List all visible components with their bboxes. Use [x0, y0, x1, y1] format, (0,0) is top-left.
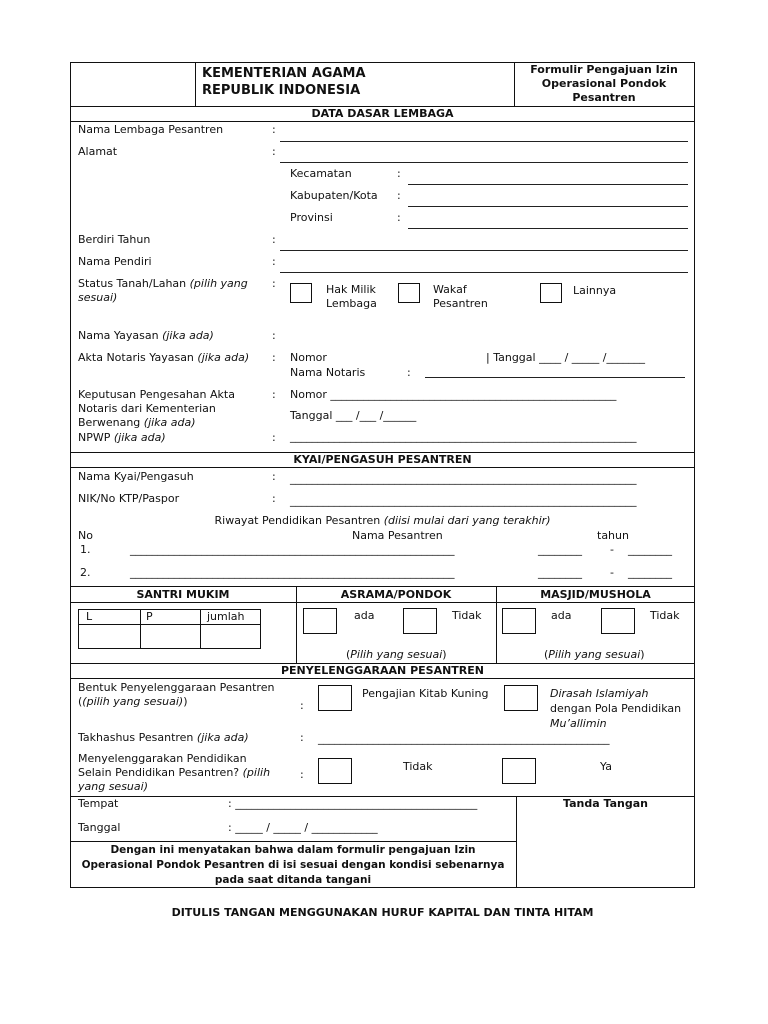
- asrama-ada-checkbox[interactable]: [303, 608, 337, 634]
- form-title: Formulir Pengajuan Izin Operasional Pondok Pesantren: [530, 63, 678, 104]
- label-berdiri-tahun: Berdiri Tahun: [78, 233, 151, 246]
- colon: :: [272, 470, 276, 483]
- checkbox-selain-tidak[interactable]: [318, 758, 352, 784]
- bentuk-label: Bentuk Penyelenggaraan Pesantren: [78, 681, 275, 694]
- ministry-line1: KEMENTERIAN AGAMA: [202, 66, 366, 81]
- nomor-keputusan-field[interactable]: Nomor ____________________________________________________: [290, 388, 617, 401]
- col-no: No: [78, 529, 93, 542]
- label-nama-kyai: Nama Kyai/Pengasuh: [78, 470, 194, 483]
- riwayat-label: Riwayat Pendidikan Pesantren: [214, 514, 381, 527]
- alamat-field[interactable]: [280, 162, 688, 163]
- col-tahun: tahun: [597, 529, 629, 542]
- label-keputusan-pengesahan: [78, 388, 253, 430]
- takhashus-label: Takhashus Pesantren: [78, 731, 194, 744]
- label-kabupaten: Kabupaten/Kota: [290, 189, 378, 202]
- paren-open: (: [346, 648, 351, 661]
- colon: :: [272, 492, 276, 505]
- checkbox-selain-ya[interactable]: [502, 758, 536, 784]
- colon: :: [272, 329, 276, 342]
- paren-close: ): [640, 648, 645, 661]
- divider: [70, 121, 695, 122]
- divider: [70, 841, 516, 842]
- checkbox-lainnya[interactable]: [540, 283, 562, 303]
- nik-field[interactable]: _______________________________________________________________: [290, 494, 637, 507]
- riwayat-2-name-field[interactable]: ___________________________________________________________: [130, 566, 455, 579]
- label-bentuk: [78, 681, 293, 709]
- dirasah-line3: Mu’allimin: [550, 717, 607, 730]
- declaration-statement: Dengan ini menyatakan bahwa dalam formulir pengajuan Izin Operasional Pondok Pesantren di isi sesuai dengan kondisi sebenarnya pada saat ditanda tangani: [81, 844, 505, 886]
- bentuk-note: ((pilih yang sesuai)): [78, 695, 188, 708]
- santri-col-l: L: [86, 610, 93, 623]
- asrama-ada-label: ada: [354, 609, 375, 622]
- label-tanggal: Tanggal: [78, 821, 121, 834]
- npwp-label: NPWP: [78, 431, 111, 444]
- section-title-penyelenggaraan: PENYELENGGARAAN PESANTREN: [280, 664, 484, 677]
- label-nama-pendiri: Nama Pendiri: [78, 255, 152, 268]
- colon: :: [397, 211, 401, 224]
- santri-l-field[interactable]: [79, 625, 139, 648]
- label-status-tanah: [78, 277, 268, 305]
- label-nama-notaris: Nama Notaris: [290, 366, 366, 379]
- masjid-title: MASJID/MUSHOLA: [540, 588, 651, 601]
- checkbox-wakaf[interactable]: [398, 283, 420, 303]
- row-no-2: 2.: [80, 566, 91, 579]
- npwp-field[interactable]: _______________________________________________________________: [290, 430, 637, 443]
- masjid-tidak-checkbox[interactable]: [601, 608, 635, 634]
- status-note: (pilih yang sesuai): [78, 277, 248, 304]
- colon: :: [397, 189, 401, 202]
- yayasan-note: (jika ada): [162, 329, 214, 342]
- option-wakaf: Wakaf Pesantren: [433, 283, 488, 310]
- colon: :: [272, 145, 276, 158]
- option-selain-tidak: Tidak: [403, 760, 433, 773]
- label-provinsi: Provinsi: [290, 211, 333, 224]
- santri-col-p: P: [146, 610, 153, 623]
- header-divider-left: [195, 62, 196, 106]
- option-selain-ya: Ya: [600, 760, 612, 773]
- colon: :: [300, 731, 304, 744]
- signature-area[interactable]: [518, 815, 693, 885]
- divider: [70, 467, 695, 468]
- colon: :: [272, 123, 276, 136]
- dirasah-line2: dengan Pola Pendidikan: [550, 702, 682, 715]
- section-title-kyai: KYAI/PENGASUH PESANTREN: [293, 453, 472, 466]
- checkbox-dirasah[interactable]: [504, 685, 538, 711]
- colon: :: [397, 167, 401, 180]
- riwayat-1-year-start[interactable]: ________: [538, 543, 582, 556]
- akta-note: (jika ada): [197, 351, 250, 364]
- label-nomor-akta: Nomor: [290, 351, 327, 364]
- santri-jumlah-field[interactable]: [201, 625, 260, 648]
- col-nama-pesantren: Nama Pesantren: [352, 529, 443, 542]
- divider: [70, 586, 695, 587]
- asrama-pilih-note: [346, 648, 447, 661]
- label-tempat: Tempat: [78, 797, 119, 810]
- berdiri-tahun-field[interactable]: [280, 250, 688, 251]
- label-takhashus: [78, 731, 249, 744]
- label-npwp: [78, 431, 166, 444]
- riwayat-note: (diisi mulai dari yang terakhir): [383, 514, 551, 527]
- divider: [70, 678, 695, 679]
- colon: :: [272, 351, 276, 364]
- label-nik: NIK/No KTP/Paspor: [78, 492, 180, 505]
- tanggal-akta-field[interactable]: | Tanggal ____ / _____ /_______: [486, 351, 645, 364]
- masjid-ada-label: ada: [551, 609, 572, 622]
- divider: [70, 602, 695, 603]
- masjid-tidak-label: Tidak: [650, 609, 680, 622]
- ministry-name: [202, 65, 366, 99]
- selain-label: Menyelenggarakan Pendidikan Selain Pendidikan Pesantren?: [78, 752, 247, 779]
- colon: :: [272, 233, 276, 246]
- akta-label: Akta Notaris Yayasan: [78, 351, 194, 364]
- tempat-field[interactable]: : ____________________________________________: [228, 797, 478, 810]
- label-akta-notaris: [78, 351, 249, 364]
- colon: :: [407, 366, 411, 379]
- instruction-note: DITULIS TANGAN MENGGUNAKAN HURUF KAPITAL DAN TINTA HITAM: [171, 906, 594, 919]
- checkbox-kitab-kuning[interactable]: [318, 685, 352, 711]
- tanda-tangan-label: Tanda Tangan: [563, 797, 648, 810]
- paren-open: (: [544, 648, 549, 661]
- option-hak-milik: Hak Milik Lembaga: [326, 283, 377, 310]
- option-kitab-kuning: Pengajian Kitab Kuning: [362, 687, 489, 700]
- nama-kyai-field[interactable]: _______________________________________________________________: [290, 472, 637, 485]
- paren-close: ): [442, 648, 447, 661]
- colon: :: [272, 388, 276, 401]
- selain-note: (pilih yang sesuai): [78, 766, 271, 793]
- takhashus-field[interactable]: _____________________________________________________: [318, 732, 610, 745]
- kabupaten-field[interactable]: [408, 206, 688, 207]
- kecamatan-field[interactable]: [408, 184, 688, 185]
- bentuk-note-text: (pilih yang sesuai): [82, 695, 184, 708]
- section-title-basic: DATA DASAR LEMBAGA: [311, 107, 454, 120]
- masjid-pilih-note: [544, 648, 645, 661]
- label-alamat: Alamat: [78, 145, 118, 158]
- takhashus-note: (jika ada): [196, 731, 249, 744]
- nama-pendiri-field[interactable]: [280, 272, 688, 273]
- riwayat-1-name-field[interactable]: ___________________________________________________________: [130, 543, 455, 556]
- label-nama-yayasan: [78, 329, 214, 342]
- colon: :: [300, 768, 304, 781]
- row-no-1: 1.: [80, 543, 91, 556]
- dirasah-line1: Dirasah Islamiyah: [550, 687, 649, 700]
- label-nama-lembaga: Nama Lembaga Pesantren: [78, 123, 224, 136]
- keputusan-note: (jika ada): [143, 416, 196, 429]
- option-lainnya: Lainnya: [573, 284, 617, 297]
- colon: :: [300, 699, 304, 712]
- npwp-note: (jika ada): [113, 431, 166, 444]
- header-divider-right: [514, 62, 515, 106]
- riwayat-2-year-end[interactable]: ________: [628, 566, 672, 579]
- santri-col-jumlah: jumlah: [207, 610, 245, 623]
- dash: -: [610, 566, 614, 579]
- colon: :: [272, 255, 276, 268]
- yayasan-label: Nama Yayasan: [78, 329, 159, 342]
- santri-title: SANTRI MUKIM: [136, 588, 230, 601]
- status-label: Status Tanah/Lahan: [78, 277, 187, 290]
- riwayat-2-year-start[interactable]: ________: [538, 566, 582, 579]
- label-kecamatan: Kecamatan: [290, 167, 352, 180]
- santri-p-field[interactable]: [141, 625, 199, 648]
- asrama-title: ASRAMA/PONDOK: [340, 588, 452, 601]
- asrama-tidak-checkbox[interactable]: [403, 608, 437, 634]
- riwayat-1-year-end[interactable]: ________: [628, 543, 672, 556]
- tanggal-field[interactable]: : _____ / _____ / ____________: [228, 821, 378, 834]
- label-selain-pendidikan: [78, 752, 278, 794]
- option-dirasah: [550, 686, 681, 731]
- riwayat-title: [70, 514, 695, 527]
- tanggal-keputusan-field[interactable]: Tanggal ___ /___ /______: [290, 409, 417, 422]
- colon: :: [272, 277, 276, 290]
- pilih-text: Pilih yang sesuai: [350, 648, 443, 661]
- nama-lembaga-field[interactable]: [280, 141, 688, 142]
- ministry-line2: REPUBLIK INDONESIA: [202, 83, 361, 98]
- checkbox-hak-milik[interactable]: [290, 283, 312, 303]
- colon: :: [272, 431, 276, 444]
- asrama-tidak-label: Tidak: [452, 609, 482, 622]
- masjid-ada-checkbox[interactable]: [502, 608, 536, 634]
- pilih-text: Pilih yang sesuai: [548, 648, 641, 661]
- dash: -: [610, 543, 614, 556]
- keputusan-label: Keputusan Pengesahan Akta Notaris dari Kementerian Berwenang: [78, 388, 235, 429]
- provinsi-field[interactable]: [408, 228, 688, 229]
- nama-notaris-field[interactable]: [425, 377, 685, 378]
